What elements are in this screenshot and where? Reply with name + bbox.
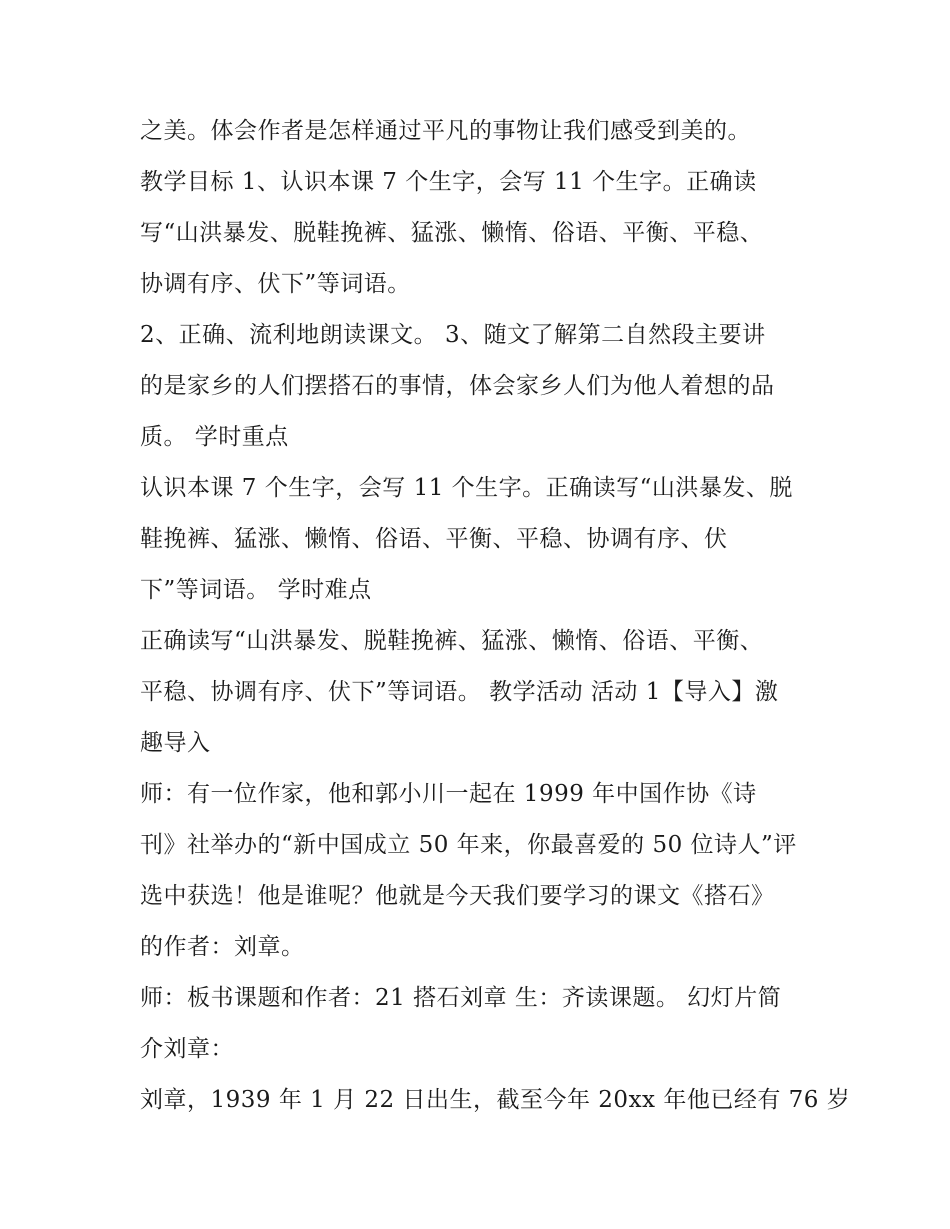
text-line: 质。 学时重点 bbox=[140, 424, 289, 450]
text-line: 刊》社举办的“新中国成立 50 年来，你最喜爱的 50 位诗人”评 bbox=[140, 832, 797, 858]
text-line: 正确读写“山洪暴发、脱鞋挽裤、猛涨、懒惰、俗语、平衡、 bbox=[140, 628, 764, 654]
text-line: 的作者：刘章。 bbox=[140, 934, 305, 960]
text-line: 写“山洪暴发、脱鞋挽裤、猛涨、懒惰、俗语、平衡、平稳、 bbox=[140, 220, 764, 246]
text-line: 刘章，1939 年 1 月 22 日出生，截至今年 20xx 年他已经有 76 岁 bbox=[140, 1087, 851, 1113]
text-line: 师：板书课题和作者：21 搭石刘章 生：齐读课题。 幻灯片简 bbox=[140, 985, 782, 1011]
text-line: 的是家乡的人们摆搭石的事情，体会家乡人们为他人着想的品 bbox=[140, 373, 775, 399]
text-line: 协调有序、伏下”等词语。 bbox=[140, 271, 411, 297]
text-line: 认识本课 7 个生字，会写 11 个生字。正确读写“山洪暴发、脱 bbox=[140, 475, 793, 501]
text-line: 介刘章： bbox=[140, 1036, 234, 1062]
text-line: 教学目标 1、认识本课 7 个生字，会写 11 个生字。正确读 bbox=[140, 169, 757, 195]
document-body bbox=[140, 106, 851, 1126]
text-line: 下”等词语。 学时难点 bbox=[140, 577, 372, 603]
text-line: 趣导入 bbox=[140, 730, 211, 756]
text-line: 鞋挽裤、猛涨、懒惰、俗语、平衡、平稳、协调有序、伏 bbox=[140, 526, 728, 552]
text-line: 选中获选！他是谁呢？他就是今天我们要学习的课文《搭石》 bbox=[140, 883, 775, 909]
text-line: 师：有一位作家，他和郭小川一起在 1999 年中国作协《诗 bbox=[140, 781, 757, 807]
text-line: 之美。体会作者是怎样通过平凡的事物让我们感受到美的。 bbox=[140, 118, 751, 144]
text-line: 平稳、协调有序、伏下”等词语。 教学活动 活动 1【导入】激 bbox=[140, 679, 779, 705]
text-line: 2、正确、流利地朗读课文。 3、随文了解第二自然段主要讲 bbox=[140, 322, 766, 348]
